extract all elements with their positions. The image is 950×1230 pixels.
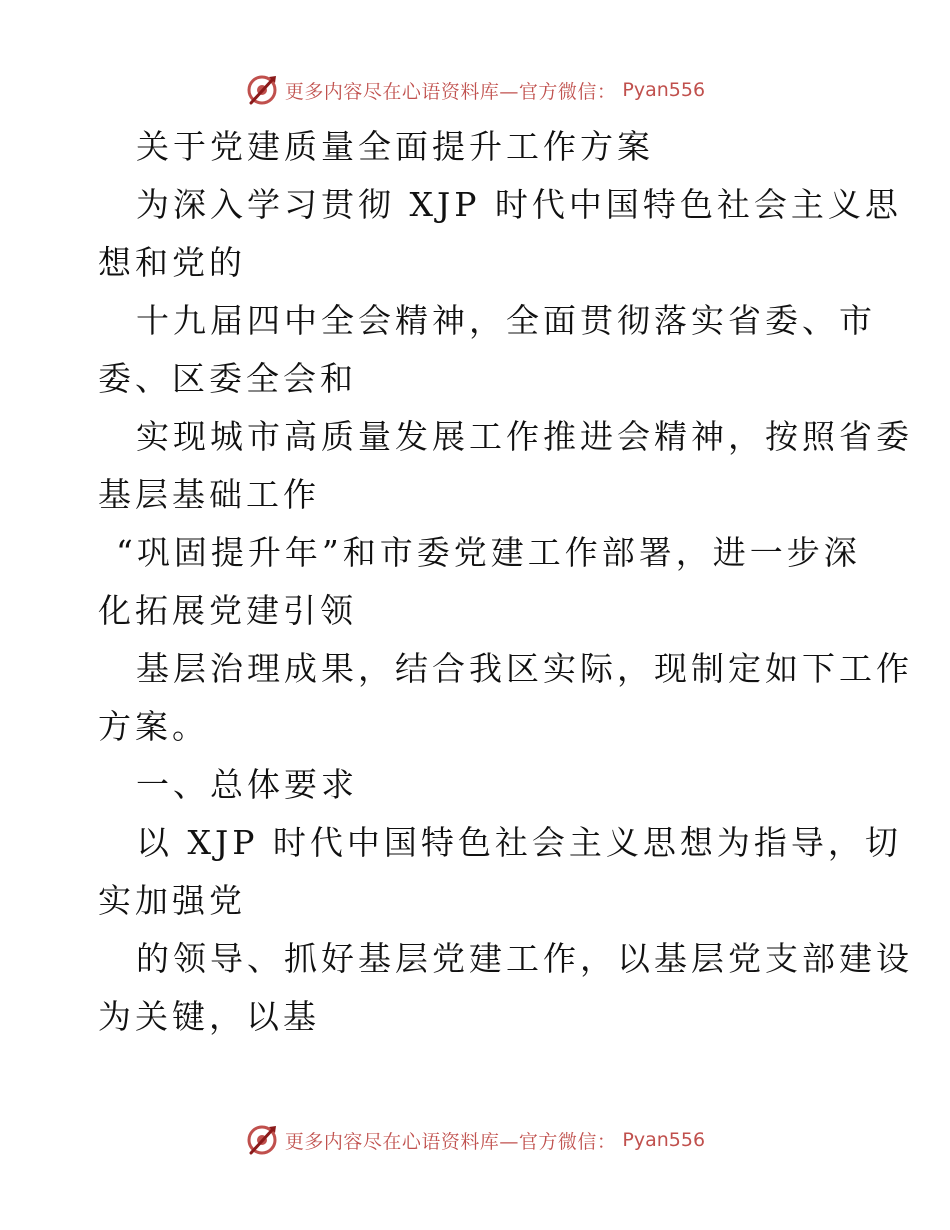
paragraph-line: 以 XJP 时代中国特色社会主义思想为指导，切 <box>136 823 902 862</box>
quill-seal-icon <box>245 1123 279 1157</box>
header-watermark <box>0 70 950 110</box>
paragraph-line: 基层基础工作 <box>98 475 320 514</box>
watermark-text: 更多内容尽在心语资料库—官方微信： <box>284 1130 617 1153</box>
document-body <box>98 118 913 1046</box>
paragraph-line: 基层治理成果，结合我区实际，现制定如下工作 <box>136 649 913 688</box>
paragraph-line: 为深入学习贯彻 XJP 时代中国特色社会主义思 <box>136 185 902 224</box>
paragraph-line: 实现城市高质量发展工作推进会精神，按照省委 <box>136 417 913 456</box>
watermark-wechat-id: Pyan556 <box>622 1129 706 1151</box>
document-title: 关于党建质量全面提升工作方案 <box>136 127 654 166</box>
paragraph-line: 方案。 <box>98 707 209 746</box>
footer-watermark <box>0 1120 950 1160</box>
section-heading: 一、总体要求 <box>136 765 358 804</box>
paragraph-line: 为关键，以基 <box>98 997 320 1036</box>
watermark-wechat-id: Pyan556 <box>622 79 706 101</box>
paragraph-line: 化拓展党建引领 <box>98 591 357 630</box>
watermark-text: 更多内容尽在心语资料库—官方微信： <box>284 80 617 103</box>
paragraph-line: 委、区委全会和 <box>98 359 357 398</box>
paragraph-line: 想和党的 <box>98 243 246 282</box>
paragraph-line: 十九届四中全会精神，全面贯彻落实省委、市 <box>136 301 876 340</box>
paragraph-line: “巩固提升年”和市委党建工作部署，进一步深 <box>116 533 861 572</box>
quill-seal-icon <box>245 73 279 107</box>
paragraph-line: 的领导、抓好基层党建工作，以基层党支部建设 <box>136 939 913 978</box>
paragraph-line: 实加强党 <box>98 881 246 920</box>
